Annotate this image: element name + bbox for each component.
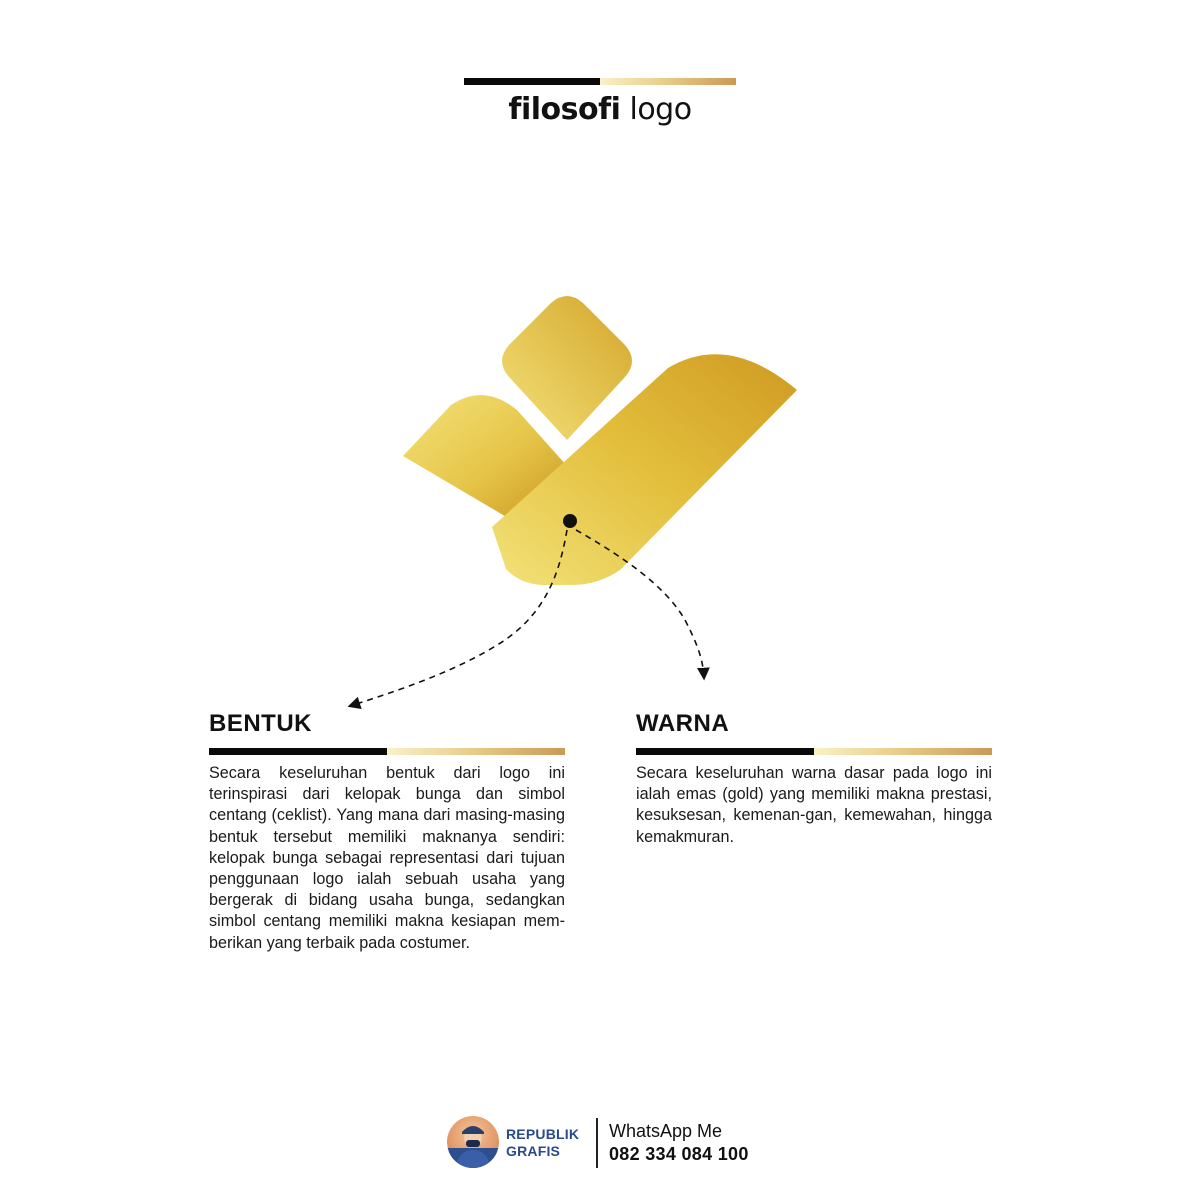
warna-description: Secara keseluruhan warna dasar pada logo ini ialah emas (gold) yang memiliki makna prestasi, kesuksesan, kemenan-gan, kemewahan, hingga kemakmuran. xyxy=(636,764,992,846)
avatar xyxy=(447,1116,499,1168)
accent-bar-gold xyxy=(387,748,565,755)
warna-heading: WARNA xyxy=(636,710,730,737)
accent-bar-black xyxy=(636,748,814,755)
accent-bar-gold xyxy=(814,748,992,755)
bentuk-description: Secara keseluruhan bentuk dari logo ini terinspirasi dari kelopak bunga dan simbol centang (ceklist). Yang mana dari masing-masing bentuk tersebut memiliki maknanya sendiri: kelopak bunga sebagai representasi dari tujuan penggunaan logo ialah sebuah usaha yang bergerak di bidang usaha bunga, sedangkan simbol centang memiliki makna kesiapan mem-berikan yang terbaik pada costumer. xyxy=(209,764,565,952)
brand-name-line2: GRAFIS xyxy=(506,1143,561,1159)
page-title-light: logo xyxy=(629,92,692,127)
person-icon xyxy=(447,1116,499,1168)
whatsapp-number[interactable]: 082 334 084 100 xyxy=(609,1144,749,1164)
footer-divider xyxy=(596,1118,598,1168)
whatsapp-label: WhatsApp Me xyxy=(609,1121,723,1141)
accent-bar-black xyxy=(209,748,387,755)
bentuk-heading: BENTUK xyxy=(209,710,312,737)
bentuk-accent-bar xyxy=(209,748,565,755)
pointer-dot xyxy=(563,514,577,528)
brand-name-line1: REPUBLIK xyxy=(506,1126,580,1142)
warna-accent-bar xyxy=(636,748,992,755)
page-title-bold: filosofi xyxy=(508,92,621,127)
footer-contact xyxy=(447,1114,767,1174)
